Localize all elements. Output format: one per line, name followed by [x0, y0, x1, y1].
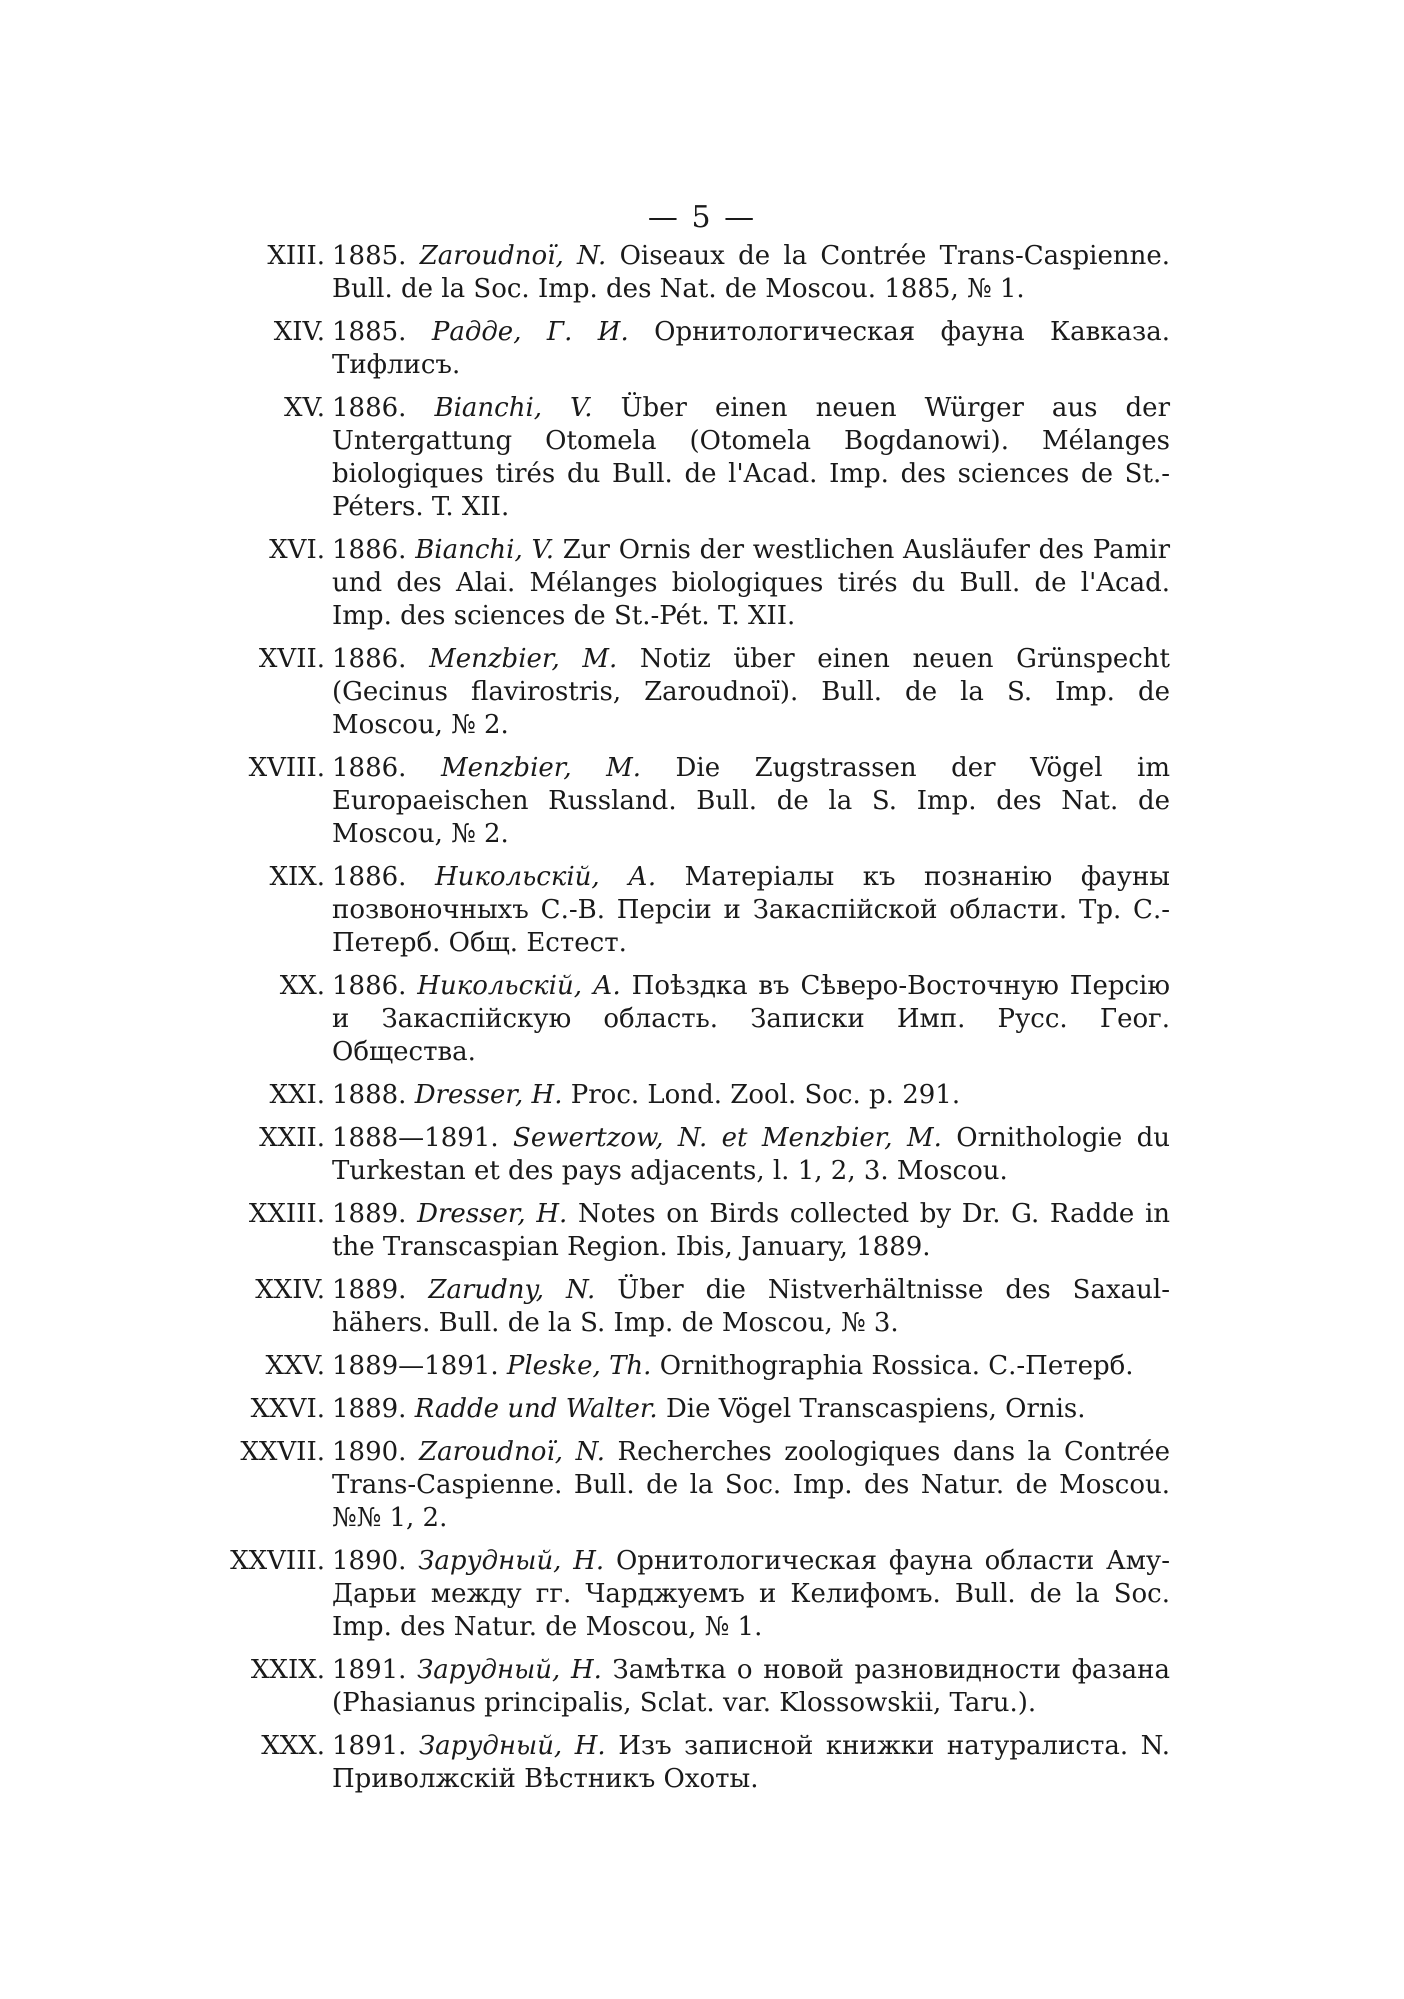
entry-year: 1891.	[332, 1655, 407, 1685]
entry-author: Zaroudnoï, N.	[419, 241, 607, 271]
entry-year: 1889.	[332, 1394, 407, 1424]
bibliography-entry	[230, 1545, 1170, 1644]
entry-number: XXX.	[261, 1731, 325, 1761]
entry-text: Поѣздка въ Сѣверо-Восточную Персію и Закаспійскую область. Записки Имп. Русс. Геог. Общества.	[332, 971, 1170, 1067]
entry-number: XXIV.	[255, 1275, 325, 1305]
bibliography-entry	[230, 643, 1170, 742]
entry-number: XXI.	[269, 1080, 325, 1110]
page-number: — 5 —	[647, 200, 757, 235]
entry-text: Die Vögel Transcaspiens, Ornis.	[665, 1394, 1086, 1424]
entry-number: XIII.	[267, 241, 325, 271]
entry-year: 1891.	[332, 1731, 407, 1761]
entry-author: Bianchi, V.	[415, 535, 554, 565]
entry-number: XVIII.	[248, 753, 325, 783]
bibliography-entry	[230, 1350, 1170, 1383]
entry-text: Notiz über einen neuen Grünspecht (Gecinus flavirostris, Zaroudnoï). Bull. de la S. Imp. de Moscou, № 2.	[332, 644, 1170, 740]
entry-author: Menzbier, M.	[440, 753, 642, 783]
entry-author: Radde und Walter.	[414, 1394, 658, 1424]
entry-author: Menzbier, M.	[429, 644, 618, 674]
bibliography-entry	[230, 1198, 1170, 1264]
bibliography-entry	[230, 392, 1170, 524]
entry-number: XXV.	[265, 1351, 325, 1381]
bibliography-entry	[230, 752, 1170, 851]
entry-author: Радде, Г. И.	[431, 317, 629, 347]
entry-author: Никольскій, А.	[417, 971, 621, 1001]
entry-text: Die Zugstrassen der Vögel im Europaeischen Russland. Bull. de la S. Imp. des Nat. de Moscou, № 2.	[332, 753, 1170, 849]
entry-text: Замѣтка о новой разновидности фазана (Phasianus principalis, Sclat. var. Klossowskii, Taru.).	[332, 1655, 1171, 1718]
entry-text: Oiseaux de la Contrée Trans-Caspienne. Bull. de la Soc. Imp. des Nat. de Moscou. 1885, № 1.	[332, 241, 1170, 304]
bibliography-entry	[230, 1274, 1170, 1340]
bibliography-entry	[230, 1730, 1170, 1796]
entry-author: Dresser, H.	[417, 1199, 568, 1229]
entry-text: Ornithologie du Turkestan et des pays adjacents, l. 1, 2, 3. Moscou.	[332, 1123, 1171, 1186]
entry-author: Зарудный, Н.	[418, 1731, 606, 1761]
entry-author: Zarudny, N.	[428, 1275, 596, 1305]
entry-text: Recherches zoologiques dans la Contrée Trans-Caspienne. Bull. de la Soc. Imp. des Natur. de Moscou. №№ 1, 2.	[332, 1437, 1171, 1533]
bibliography-entry	[230, 240, 1170, 306]
entry-number: XIX.	[269, 862, 325, 892]
entry-year: 1889.	[332, 1199, 407, 1229]
bibliography-entry	[230, 1654, 1170, 1720]
entry-year: 1886.	[332, 753, 407, 783]
bibliography-entry	[230, 316, 1170, 382]
entry-text: Über einen neuen Würger aus der Untergattung Otomela (Otomela Bogdanowi). Mélanges biologiques tirés du Bull. de l'Acad. Imp. des sciences de St.-Péters. T. XII.	[332, 393, 1170, 522]
bibliography-entry	[230, 1122, 1170, 1188]
entry-number: XVII.	[258, 644, 325, 674]
entry-author: Dresser, H.	[414, 1080, 563, 1110]
entry-text: Изъ записной книжки натуралиста. N. Приволжскій Вѣстникъ Охоты.	[332, 1731, 1170, 1794]
entry-number: XV.	[283, 393, 325, 423]
entry-author: Зарудный, Н.	[418, 1546, 605, 1576]
bibliography-entry	[230, 1393, 1170, 1426]
entry-year: 1886.	[332, 644, 407, 674]
entry-author: Zaroudnoï, N.	[419, 1437, 605, 1467]
entry-number: XXII.	[259, 1123, 325, 1153]
entry-year: 1888.	[332, 1080, 407, 1110]
entry-year: 1885.	[332, 317, 407, 347]
entry-number: XX.	[279, 971, 325, 1001]
entry-text: Матеріалы къ познанію фауны позвоночныхъ С.-В. Персіи и Закаспійской области. Тр. С.-Петерб. Общ. Естест.	[332, 862, 1170, 958]
entry-text: Proc. Lond. Zool. Soc. p. 291.	[570, 1080, 961, 1110]
entry-number: XXVII.	[240, 1437, 325, 1467]
entry-author: Никольскій, А.	[434, 862, 657, 892]
entry-year: 1886.	[332, 971, 407, 1001]
entry-year: 1890.	[332, 1437, 407, 1467]
bibliography-entry	[230, 1079, 1170, 1112]
entry-year: 1886.	[332, 535, 407, 565]
entry-text: Ornithographia Rossica. С.-Петерб.	[659, 1351, 1134, 1381]
entry-year: 1889—1891.	[332, 1351, 499, 1381]
entry-author: Pleske, Th.	[506, 1351, 652, 1381]
entry-number: XXIII.	[248, 1199, 325, 1229]
entry-text: Орнитологическая фауна Кавказа. Тифлисъ.	[332, 317, 1170, 380]
entry-year: 1889.	[332, 1275, 407, 1305]
entry-year: 1888—1891.	[332, 1123, 499, 1153]
bibliography-entry	[230, 1436, 1170, 1535]
entry-text: Über die Nistverhältnisse des Saxaul-hähers. Bull. de la S. Imp. de Moscou, № 3.	[332, 1275, 1170, 1338]
bibliography-entry	[230, 970, 1170, 1069]
entry-text: Notes on Birds collected by Dr. G. Radde in the Transcaspian Region. Ibis, January, 1889.	[332, 1199, 1171, 1262]
entry-text: Орнитологическая фауна области Аму-Дарьи между гг. Чарджуемъ и Келифомъ. Bull. de la Soc. Imp. des Natur. de Moscou, № 1.	[332, 1546, 1171, 1642]
entry-author: Bianchi, V.	[434, 393, 593, 423]
bibliography-entry	[230, 861, 1170, 960]
bibliography-list	[230, 240, 1170, 1806]
entry-year: 1890.	[332, 1546, 407, 1576]
entry-number: XXIX.	[250, 1655, 325, 1685]
entry-number: XXVIII.	[230, 1546, 325, 1576]
entry-year: 1886.	[332, 862, 407, 892]
entry-author: Зарудный, Н.	[417, 1655, 602, 1685]
entry-author: Sewertzow, N. et Menzbier, M.	[513, 1123, 942, 1153]
entry-number: XXVI.	[250, 1394, 325, 1424]
entry-number: XVI.	[269, 535, 325, 565]
entry-year: 1885.	[332, 241, 407, 271]
entry-text: Zur Ornis der westlichen Ausläufer des Pamir und des Alai. Mélanges biologiques tirés du Bull. de l'Acad. Imp. des sciences de St.-Pét. T. XII.	[332, 535, 1170, 631]
bibliography-entry	[230, 534, 1170, 633]
entry-year: 1886.	[332, 393, 407, 423]
entry-number: XIV.	[273, 317, 325, 347]
